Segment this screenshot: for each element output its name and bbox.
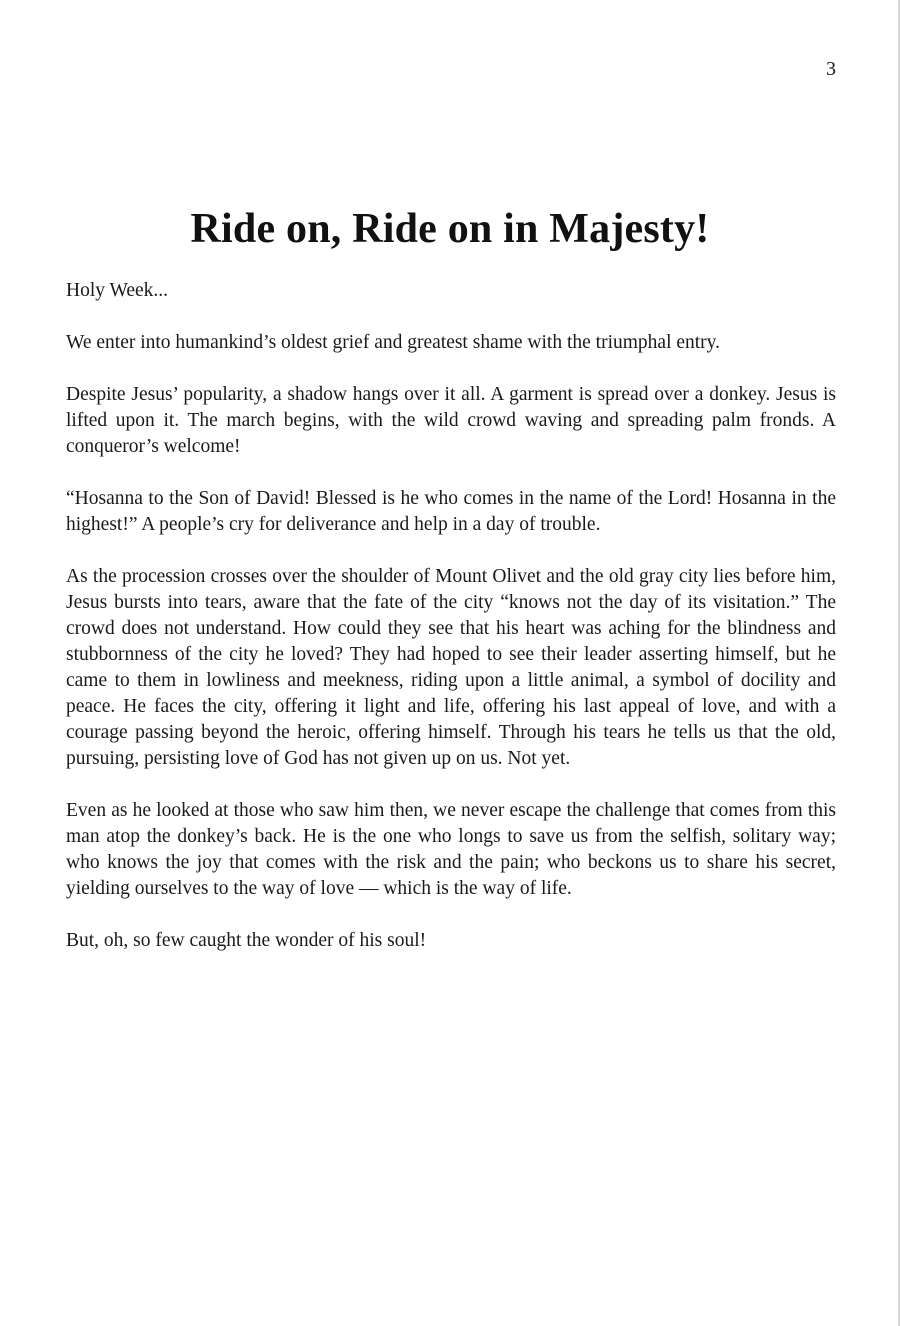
paragraph-shadow: Despite Jesus’ popularity, a shadow hangs over it all. A garment is spread over a donkey. Jesus is lifted upon it. The march begins, with the wild crowd waving and spreading palm fronds. A conqueror’s welcome!	[66, 384, 836, 457]
paragraph-procession: As the procession crosses over the shoulder of Mount Olivet and the old gray city lies before him, Jesus bursts into tears, aware that the fate of the city “knows not the day of its visitation.” The crowd does not understand. How could they see that his heart was aching for the blindness and stubbornness of the city he loved? They had hoped to see their leader asserting himself, but he came to them in lowliness and meekness, riding upon a little animal, a symbol of docility and peace. He faces the city, offering it light and life, offering his last appeal of love, and with a courage passing beyond the heroic, offering himself. Through his tears he tells us that the old, pursuing, persisting love of God has not given up on us. Not yet.	[66, 566, 836, 769]
body-text	[66, 278, 836, 980]
page-title: Ride on, Ride on in Majesty!	[190, 206, 710, 252]
paragraph-triumphal-entry: We enter into humankind’s oldest grief and greatest shame with the triumphal entry.	[66, 332, 721, 353]
paragraph-hosanna: “Hosanna to the Son of David! Blessed is he who comes in the name of the Lord! Hosanna in the highest!” A people’s cry for deliverance and help in a day of trouble.	[66, 488, 836, 535]
paragraph-intro: Holy Week...	[66, 280, 169, 301]
paragraph-challenge: Even as he looked at those who saw him then, we never escape the challenge that comes from this man atop the donkey’s back. He is the one who longs to save us from the selfish, solitary way; who knows the joy that comes with the risk and the pain; who beckons us to share his secret, yielding ourselves to the way of love — which is the way of life.	[66, 800, 836, 899]
paragraph-closing: But, oh, so few caught the wonder of his soul!	[66, 930, 427, 951]
page-number: 3	[826, 58, 836, 80]
